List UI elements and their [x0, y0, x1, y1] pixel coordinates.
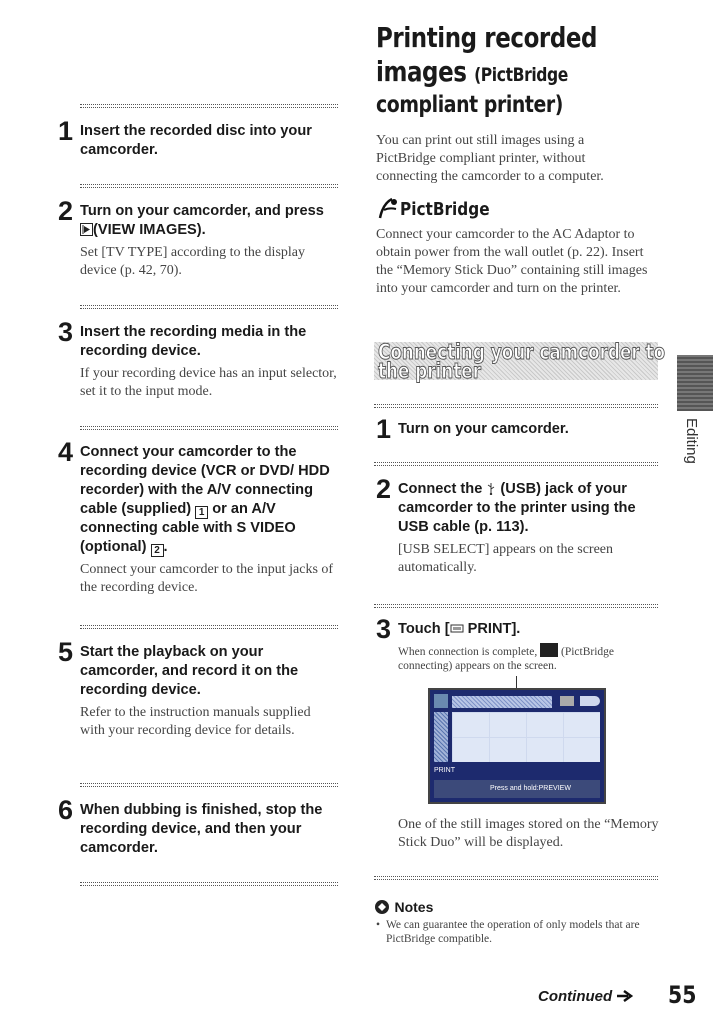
step-body: Set [TV TYPE] according to the display device (p. 42, 70). [80, 245, 305, 278]
screen-preview-label: Press and hold:PREVIEW [490, 785, 571, 792]
step-heading: When dubbing is finished, stop the recording device, and then your camcorder. [80, 802, 323, 856]
printer-step-3 [376, 614, 660, 673]
step-1 [58, 116, 338, 160]
step-6 [58, 795, 338, 858]
mark-1-icon: 1 [195, 506, 208, 519]
banner-line2: the printer [378, 359, 481, 383]
divider [374, 604, 658, 608]
step-5 [58, 637, 338, 740]
step-number: 2 [58, 196, 74, 226]
step-number: 2 [376, 474, 392, 504]
lcd-screen-illustration [428, 688, 606, 804]
step-4 [58, 437, 338, 597]
section-banner [374, 340, 666, 383]
after-screen-text: One of the still images stored on the “Memory Stick Duo” will be displayed. [398, 817, 659, 850]
power-text: Connect your camcorder to the AC Adaptor to obtain power from the wall outlet (p. 22). Insert the “Memory Stick Duo” containing still images into your camcorder and turn on the printer. [376, 227, 648, 296]
printer-step-2 [376, 474, 660, 577]
step-number: 3 [58, 317, 74, 347]
step-heading: Turn on your camcorder, and press (VIEW IMAGES). [80, 203, 324, 238]
divider [374, 876, 658, 880]
usb-icon [486, 482, 496, 495]
step-body: Refer to the instruction manuals supplied with your recording device for details. [80, 705, 311, 738]
step-number: 5 [58, 637, 74, 667]
side-tab-label: Editing [683, 418, 700, 464]
divider [80, 184, 338, 188]
screen-image-grid [452, 712, 600, 762]
print-icon [450, 623, 464, 634]
notes-list [378, 918, 640, 946]
view-images-icon [80, 223, 93, 236]
notes-icon [374, 899, 390, 915]
step-3 [58, 317, 338, 401]
screen-print-label: PRINT [434, 767, 455, 774]
pictbridge-icon [374, 196, 400, 224]
page-title-line2: images (PictBridge [376, 55, 568, 88]
step-heading: Start the playback on your camcorder, and record it on the recording device. [80, 644, 299, 698]
divider [80, 882, 338, 886]
section-tab [677, 355, 713, 411]
step-heading: Insert the recording media in the recording device. [80, 324, 307, 359]
screen-thumb-icon [434, 694, 448, 708]
step-2 [58, 196, 338, 280]
page-number: 55 [668, 981, 697, 1009]
step-number: 6 [58, 795, 74, 825]
mark-2-icon: 2 [151, 544, 164, 557]
note-item: We can guarantee the operation of only models that are PictBridge compatible. [386, 919, 640, 945]
divider [374, 462, 658, 466]
intro-text: You can print out still images using a PictBridge compliant printer, without connecting the camcorder to a computer. [376, 133, 604, 184]
banner-line1: Connecting your camcorder to [378, 340, 666, 364]
step-body: Connect your camcorder to the input jacks of the recording device. [80, 562, 334, 595]
arrow-right-icon [617, 990, 635, 1002]
divider [80, 625, 338, 629]
step-heading: Connect the (USB) jack of your camcorder to the printer using the USB cable (p. 113). [398, 481, 636, 535]
note-bullet: • [376, 919, 381, 931]
step-heading: Touch [ PRINT]. [398, 621, 521, 637]
step-heading: Turn on your camcorder. [398, 421, 569, 437]
divider [374, 404, 658, 408]
notes-heading: Notes [374, 898, 433, 917]
pictbridge-connecting-icon [540, 643, 558, 657]
divider [80, 305, 338, 309]
divider [80, 426, 338, 430]
step-heading: Insert the recorded disc into your camcorder. [80, 123, 312, 158]
screen-pictbridge-icon [560, 696, 574, 706]
step-number: 1 [376, 414, 392, 444]
step-heading: Connect your camcorder to the recording device (VCR or DVD/ HDD recorder) with the A/V connecting cable (supplied) 1 or an A/V connecting cable with S VIDEO (optional) 2 . [80, 444, 330, 556]
step-number: 1 [58, 116, 74, 146]
step-number: 3 [376, 614, 392, 644]
step-number: 4 [58, 437, 74, 467]
pictbridge-logo: PictBridge [374, 196, 505, 226]
divider [80, 104, 338, 108]
step-body: If your recording device has an input selector, set it to the input mode. [80, 366, 337, 399]
divider [80, 783, 338, 787]
printer-step-1 [376, 414, 660, 444]
step-body: When connection is complete, (PictBridge connecting) appears on the screen. [398, 643, 634, 673]
page-title-line1: Printing recorded [376, 21, 598, 54]
continued-label: Continued [538, 988, 635, 1006]
page-title-line3: compliant printer) [376, 92, 563, 118]
screen-return-icon [580, 696, 600, 706]
step-body: [USB SELECT] appears on the screen automatically. [398, 542, 613, 575]
